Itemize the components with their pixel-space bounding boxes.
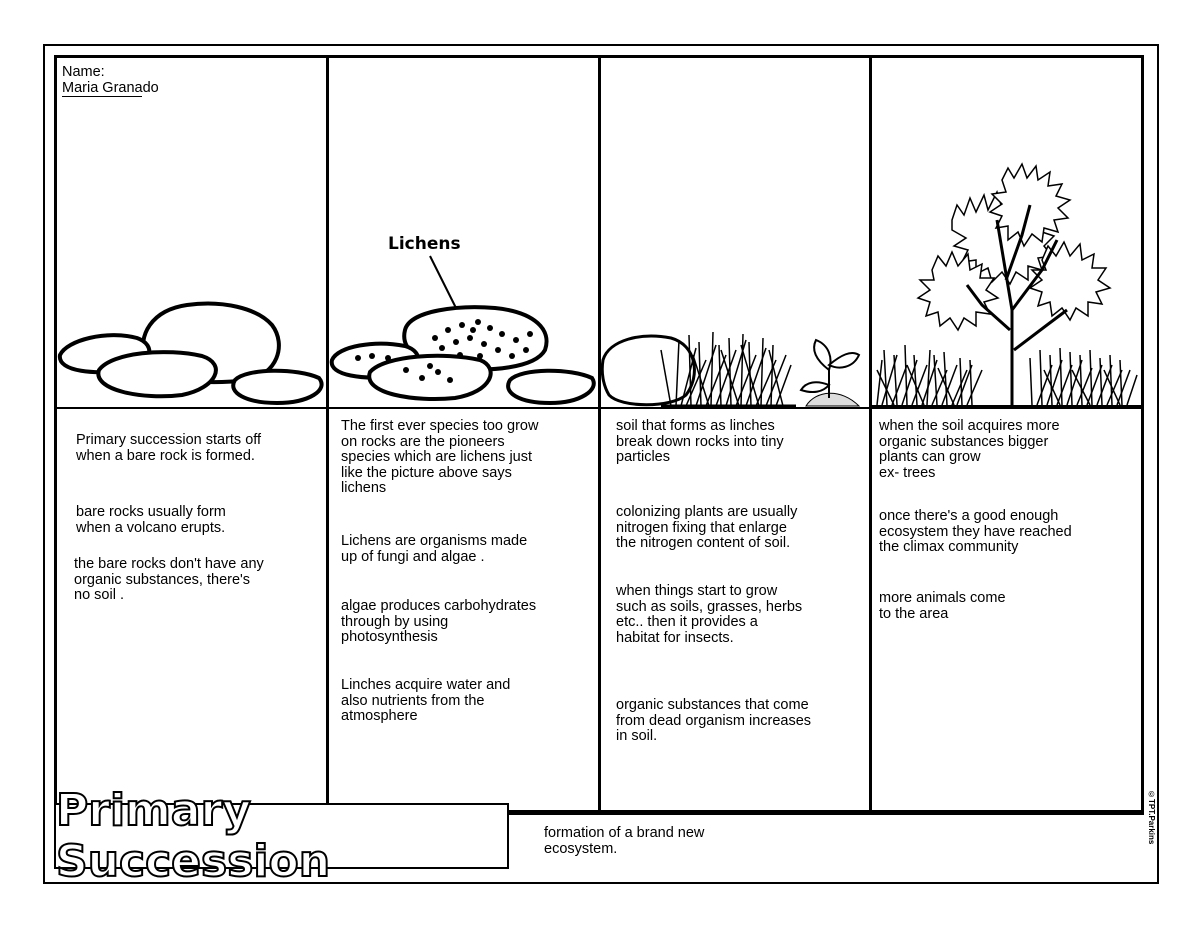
title-box: [54, 785, 509, 887]
name-underline: [62, 96, 142, 97]
rock-with-grasses-icon: [601, 320, 869, 408]
page-title: Primary Succession: [56, 785, 331, 887]
col2-paragraph-2: Lichens are organisms made up of fungi and algae .: [341, 533, 528, 565]
name-label: Name:: [62, 64, 105, 80]
student-name: Maria Granado: [62, 80, 159, 96]
lichens-label: Lichens: [388, 234, 461, 254]
rocks-with-lichens-icon: [330, 300, 598, 408]
column-divider-1: [326, 55, 329, 813]
col3-paragraph-3: when things start to grow such as soils, grasses, herbs etc.. then it provides a habitat for insects.: [616, 583, 803, 646]
credit-text: ©TPT.Parkins: [1147, 790, 1156, 845]
col4-paragraph-3: more animals come to the area: [879, 590, 1006, 622]
col3-paragraph-1: soil that forms as linches break down rocks into tiny particles: [616, 418, 784, 465]
col2-paragraph-4: Linches acquire water and also nutrients from the atmosphere: [341, 677, 511, 724]
col3-paragraph-4: organic substances that come from dead organism increases in soil.: [616, 697, 812, 744]
col4-paragraph-2: once there's a good enough ecosystem they have reached the climax community: [879, 508, 1072, 555]
col4-paragraph-1: when the soil acquires more organic substances bigger plants can grow ex- trees: [879, 418, 1060, 481]
col1-paragraph-3: the bare rocks don't have any organic substances, there's no soil .: [74, 556, 264, 603]
col1-paragraph-2: bare rocks usually form when a volcano erupts.: [76, 504, 226, 536]
tree-with-grasses-icon: [872, 160, 1142, 408]
col3-paragraph-2: colonizing plants are usually nitrogen fixing that enlarge the nitrogen content of soil.: [616, 504, 798, 551]
column-divider-2: [598, 55, 601, 813]
footer-divider: [509, 813, 1144, 815]
col2-paragraph-3: algae produces carbohydrates through by using photosynthesis: [341, 598, 537, 645]
definition-text: formation of a brand new ecosystem.: [544, 825, 705, 857]
bare-rocks-icon: [57, 290, 327, 408]
col2-paragraph-1: The first ever species too grow on rocks are the pioneers species which are lichens just like the picture above says lichens: [341, 418, 539, 496]
col1-paragraph-1: Primary succession starts off when a bare rock is formed.: [76, 432, 262, 464]
